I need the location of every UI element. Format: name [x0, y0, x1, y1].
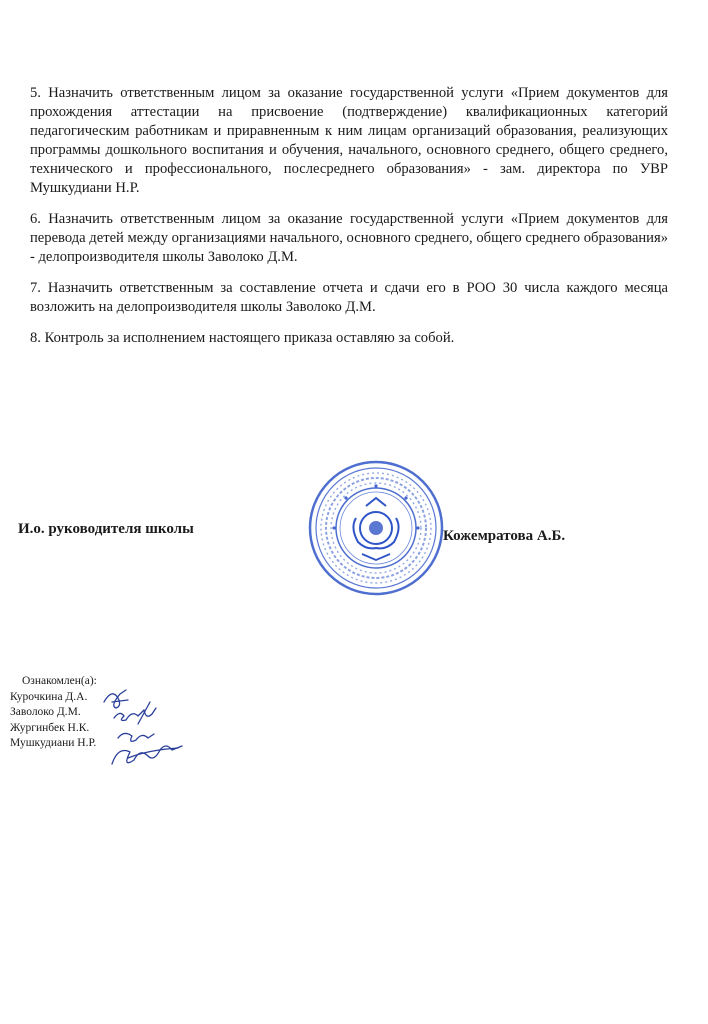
order-paragraphs [30, 84, 668, 360]
acknowledged-name: Мушкудиани Н.Р. [10, 737, 97, 749]
acknowledgement-block [10, 674, 97, 752]
acknowledged-name: Жургинбек Н.К. [10, 721, 90, 734]
paragraph-5: 5. Назначить ответственным лицом за оказание государственной услуги «Прием документов для прохождения аттестации на присвоение (подтверждение) квалификационных категорий педагогическим работникам и приравненным к ним лицам организаций образования, реализующих программы дошкольного воспитания и обучения, начального, основного среднего, общего среднего, технического и профессионального, послесреднего образования» - зам. директора по УВР Мушкудиани Н.Р. [30, 85, 668, 196]
handwritten-signatures-icon [98, 680, 208, 780]
acknowledged-name: Курочкина Д.А. [10, 690, 88, 703]
signatory-position: И.о. руководителя школы [18, 521, 194, 537]
paragraph-8: 8. Контроль за исполнением настоящего приказа оставляю за собой. [30, 330, 455, 346]
acknowledged-name: Заволоко Д.М. [10, 706, 81, 718]
paragraph-6: 6. Назначить ответственным лицом за оказание государственной услуги «Прием документов для перевода детей между организациями начального, основного среднего, общего среднего образования» - делопроизводителя школы Заволоко Д.М. [30, 211, 668, 265]
paragraph-7: 7. Назначить ответственным за составление отчета и сдачи его в РОО 30 числа каждого месяца возложить на делопроизводителя школы Заволоко Д.М. [30, 280, 668, 315]
acknowledgement-title: Ознакомлен(а): [22, 675, 97, 687]
official-stamp-icon [306, 458, 446, 598]
signatory-name: Кожемратова А.Б. [443, 528, 566, 544]
